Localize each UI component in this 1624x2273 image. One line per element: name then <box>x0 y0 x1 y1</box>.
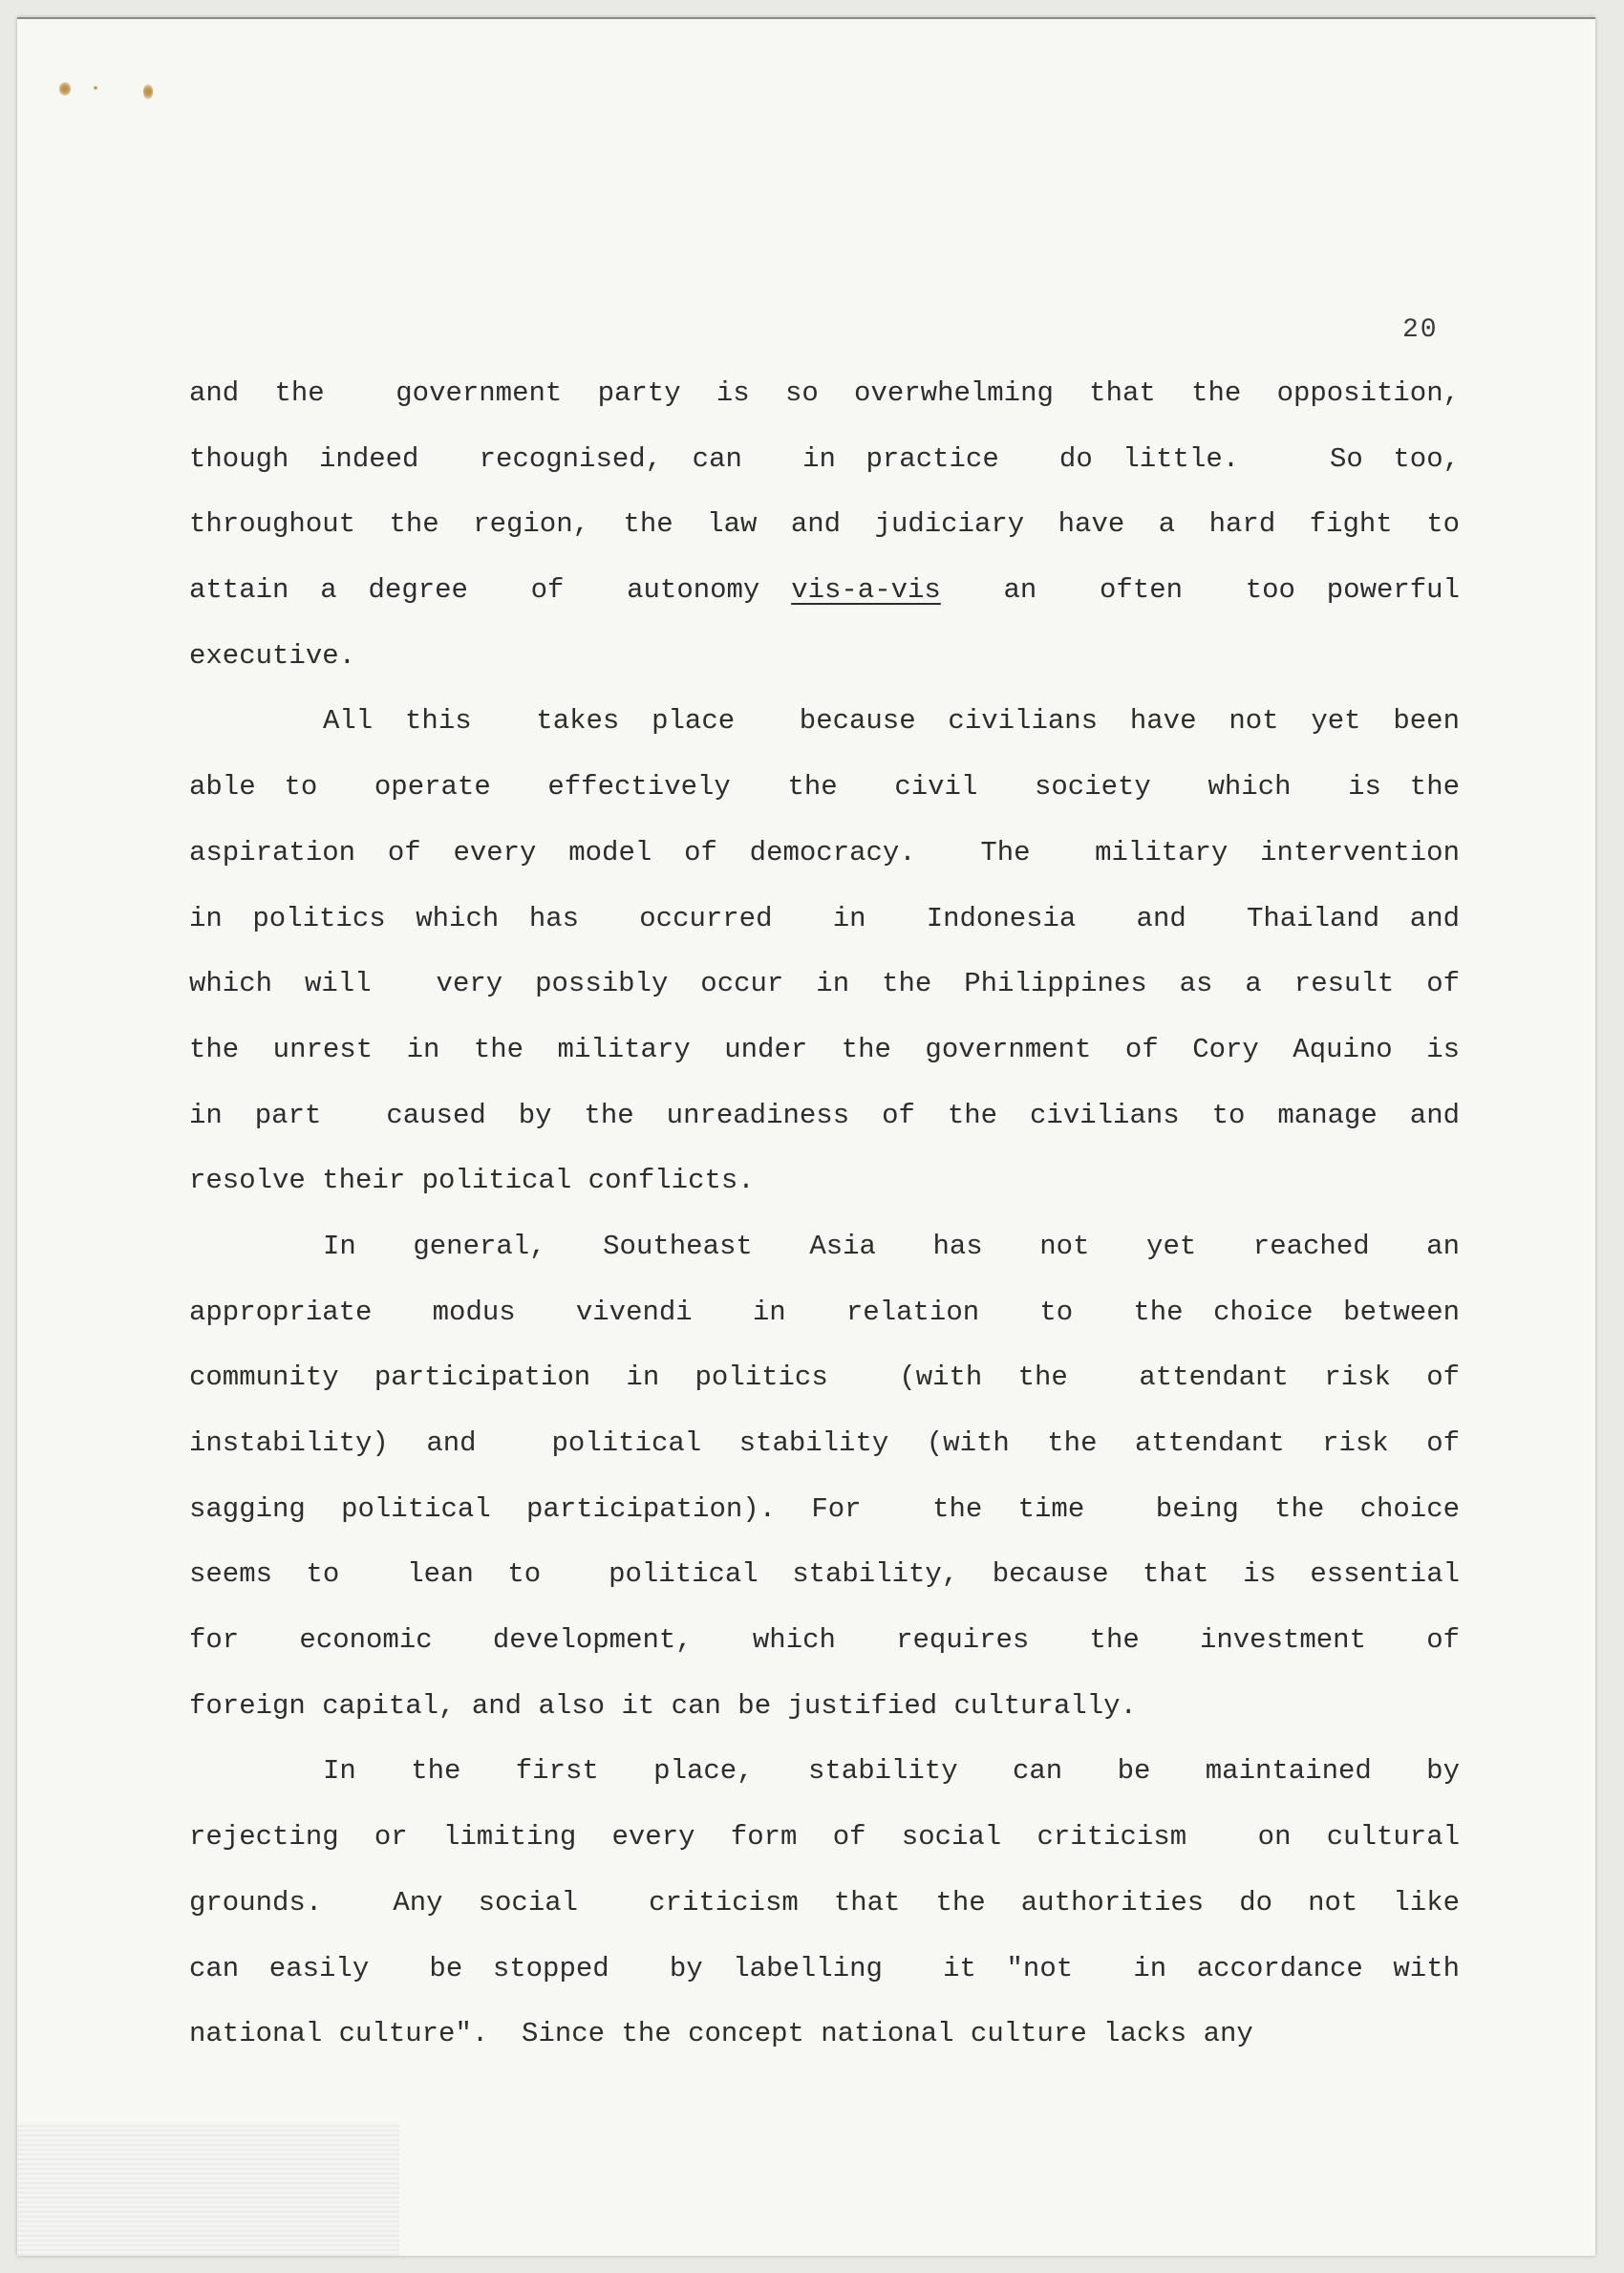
text-line: throughout the region, the law and judiciary have a hard fight to <box>189 508 1460 541</box>
text-line: community participation in politics (with the attendant risk of <box>189 1362 1460 1394</box>
text-line: foreign capital, and also it can be justified culturally. <box>189 1689 1137 1722</box>
text-segment: attain a degree of autonomy <box>189 574 792 607</box>
text-line: In the first place, stability can be maintained by <box>323 1755 1460 1788</box>
text-line: In general, Southeast Asia has not yet reached an <box>323 1230 1460 1262</box>
foxing-stain-icon <box>94 86 97 90</box>
text-line: resolve their political conflicts. <box>189 1165 755 1197</box>
scan-edge <box>17 17 1595 19</box>
text-line: though indeed recognised, can in practice do little. So too, <box>189 442 1460 475</box>
text-line: appropriate modus vivendi in relation to the choice between <box>189 1296 1460 1328</box>
text-line: All this takes place because civilians have not yet been <box>323 705 1460 738</box>
text-line: which will very possibly occur in the Philippines as a result of <box>189 968 1460 1000</box>
scan-smudge <box>17 2122 399 2256</box>
page-number: 20 <box>1402 315 1439 345</box>
text-line: grounds. Any social criticism that the authorities do not like <box>189 1886 1460 1919</box>
text-line: instability) and political stability (with the attendant risk of <box>189 1427 1460 1459</box>
text-line: in politics which has occurred in Indonesia and Thailand and <box>189 902 1460 934</box>
text-line: in part caused by the unreadiness of the civilians to manage and <box>189 1099 1460 1131</box>
text-line: sagging political participation). For the time being the choice <box>189 1492 1460 1525</box>
underlined-term: vis-a-vis <box>791 574 941 607</box>
text-line <box>189 558 1460 624</box>
text-line: the unrest in the military under the government of Cory Aquino is <box>189 1033 1460 1065</box>
body-text <box>189 361 1460 2068</box>
text-line: aspiration of every model of democracy. The military intervention <box>189 836 1460 868</box>
text-line: national culture". Since the concept national culture lacks any <box>189 2018 1253 2050</box>
text-line: for economic development, which requires the investment of <box>189 1624 1460 1657</box>
text-line: can easily be stopped by labelling it "not in accordance with <box>189 1952 1460 1984</box>
text-segment: an often too powerful <box>940 574 1460 607</box>
foxing-stain-icon <box>143 84 153 99</box>
text-line: rejecting or limiting every form of social criticism on cultural <box>189 1821 1460 1854</box>
text-line: seems to lean to political stability, because that is essential <box>189 1558 1460 1591</box>
scanned-page <box>17 17 1595 2256</box>
text-line: able to operate effectively the civil society which is the <box>189 771 1460 804</box>
text-line: and the government party is so overwhelming that the opposition, <box>189 377 1460 409</box>
text-line: executive. <box>189 639 356 672</box>
foxing-stain-icon <box>59 82 71 96</box>
